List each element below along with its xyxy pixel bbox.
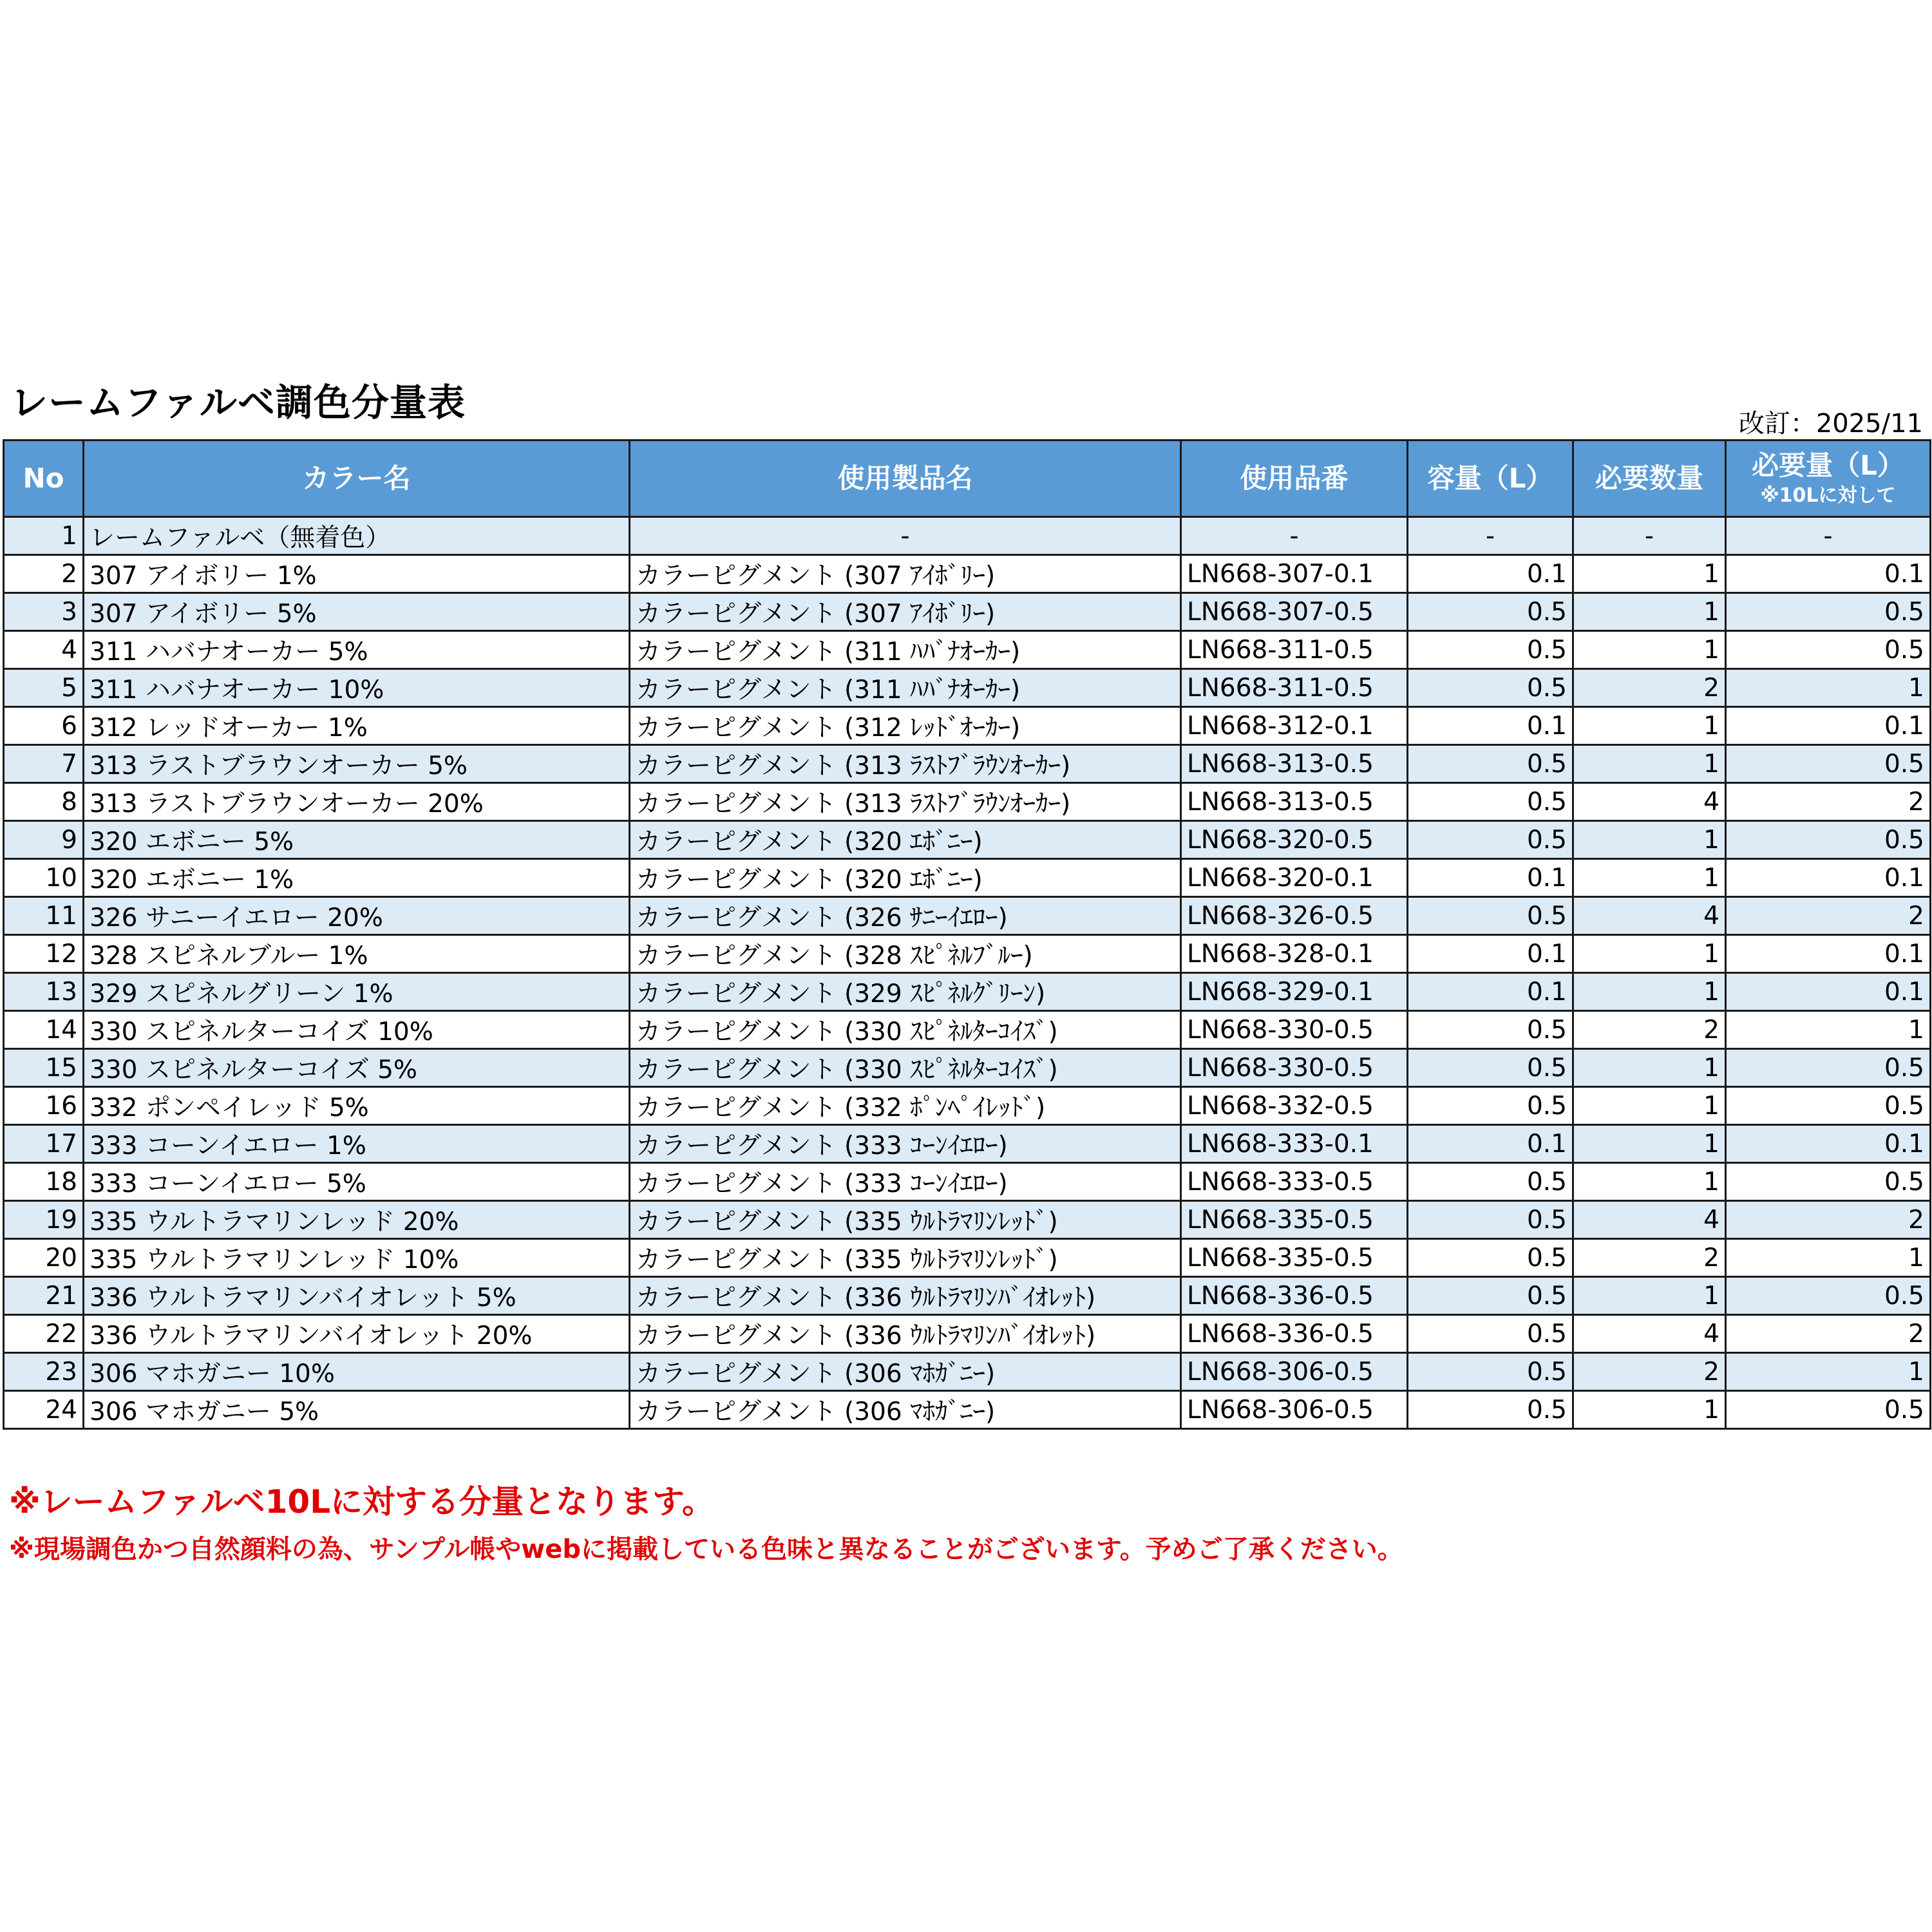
cell-color-name: 313 ラストブラウンオーカー 20% bbox=[84, 783, 630, 821]
cell-product-name: カラーピグメント (307 ｱｲﾎﾞﾘｰ) bbox=[630, 593, 1181, 631]
cell-color-name: 335 ウルトラマリンレッド 10% bbox=[84, 1239, 630, 1277]
cell-required-amount: 2 bbox=[1726, 1315, 1931, 1353]
cell-no: 23 bbox=[4, 1353, 84, 1391]
cell-capacity: 0.1 bbox=[1408, 973, 1573, 1011]
color-mix-table bbox=[3, 439, 1931, 1430]
cell-product-code: LN668-332-0.5 bbox=[1181, 1087, 1408, 1125]
cell-capacity: 0.5 bbox=[1408, 1315, 1573, 1353]
revision-date: 改訂：2025/11 bbox=[1738, 409, 1923, 439]
table-row bbox=[4, 593, 1931, 631]
cell-no: 3 bbox=[4, 593, 84, 631]
cell-color-name: 336 ウルトラマリンバイオレット 5% bbox=[84, 1277, 630, 1315]
table-row bbox=[4, 973, 1931, 1011]
cell-required-amount: 0.5 bbox=[1726, 1277, 1931, 1315]
cell-required-qty: 1 bbox=[1573, 1125, 1726, 1163]
cell-product-name: カラーピグメント (320 ｴﾎﾞﾆｰ) bbox=[630, 821, 1181, 859]
cell-product-code: LN668-326-0.5 bbox=[1181, 897, 1408, 935]
cell-color-name: 307 アイボリー 1% bbox=[84, 555, 630, 593]
cell-color-name: 330 スピネルターコイズ 10% bbox=[84, 1011, 630, 1049]
cell-required-amount: 0.5 bbox=[1726, 1163, 1931, 1201]
cell-required-amount: 1 bbox=[1726, 669, 1931, 707]
cell-color-name: 326 サニーイエロー 20% bbox=[84, 897, 630, 935]
cell-capacity: 0.1 bbox=[1408, 1125, 1573, 1163]
cell-product-code: LN668-306-0.5 bbox=[1181, 1353, 1408, 1391]
cell-required-amount: 0.5 bbox=[1726, 821, 1931, 859]
header-no: No bbox=[4, 440, 84, 517]
cell-required-qty: 1 bbox=[1573, 1163, 1726, 1201]
cell-no: 24 bbox=[4, 1391, 84, 1429]
cell-color-name: 313 ラストブラウンオーカー 5% bbox=[84, 745, 630, 783]
cell-color-name: 332 ポンペイレッド 5% bbox=[84, 1087, 630, 1125]
cell-required-amount: 1 bbox=[1726, 1239, 1931, 1277]
cell-required-qty: 1 bbox=[1573, 745, 1726, 783]
cell-required-amount: 1 bbox=[1726, 1011, 1931, 1049]
cell-no: 7 bbox=[4, 745, 84, 783]
cell-required-amount: 0.1 bbox=[1726, 973, 1931, 1011]
header-required-amount-label: 必要量（L） bbox=[1752, 450, 1904, 482]
cell-capacity: 0.5 bbox=[1408, 593, 1573, 631]
table-row bbox=[4, 821, 1931, 859]
cell-no: 13 bbox=[4, 973, 84, 1011]
cell-product-code: LN668-307-0.1 bbox=[1181, 555, 1408, 593]
cell-no: 9 bbox=[4, 821, 84, 859]
cell-capacity: - bbox=[1408, 517, 1573, 555]
cell-required-qty: 2 bbox=[1573, 669, 1726, 707]
cell-product-code: LN668-330-0.5 bbox=[1181, 1049, 1408, 1087]
cell-color-name: 311 ハバナオーカー 10% bbox=[84, 669, 630, 707]
cell-required-qty: 2 bbox=[1573, 1011, 1726, 1049]
cell-required-amount: 0.1 bbox=[1726, 555, 1931, 593]
cell-color-name: 336 ウルトラマリンバイオレット 20% bbox=[84, 1315, 630, 1353]
header-required-qty: 必要数量 bbox=[1573, 440, 1726, 517]
table-row bbox=[4, 1277, 1931, 1315]
cell-no: 5 bbox=[4, 669, 84, 707]
cell-color-name: レームファルベ（無着色） bbox=[84, 517, 630, 555]
cell-capacity: 0.5 bbox=[1408, 1049, 1573, 1087]
cell-capacity: 0.5 bbox=[1408, 821, 1573, 859]
cell-color-name: 311 ハバナオーカー 5% bbox=[84, 631, 630, 669]
cell-required-qty: 1 bbox=[1573, 631, 1726, 669]
cell-required-qty: - bbox=[1573, 517, 1726, 555]
table-row bbox=[4, 631, 1931, 669]
cell-no: 4 bbox=[4, 631, 84, 669]
table-header-row bbox=[4, 440, 1931, 517]
cell-capacity: 0.1 bbox=[1408, 859, 1573, 897]
table-row bbox=[4, 1201, 1931, 1239]
cell-product-name: カラーピグメント (320 ｴﾎﾞﾆｰ) bbox=[630, 859, 1181, 897]
cell-required-qty: 4 bbox=[1573, 1201, 1726, 1239]
cell-capacity: 0.5 bbox=[1408, 1201, 1573, 1239]
cell-product-code: LN668-335-0.5 bbox=[1181, 1201, 1408, 1239]
cell-product-code: LN668-335-0.5 bbox=[1181, 1239, 1408, 1277]
cell-product-code: LN668-313-0.5 bbox=[1181, 745, 1408, 783]
cell-product-code: LN668-307-0.5 bbox=[1181, 593, 1408, 631]
header-product-name: 使用製品名 bbox=[630, 440, 1181, 517]
cell-capacity: 0.5 bbox=[1408, 783, 1573, 821]
header-capacity: 容量（L） bbox=[1408, 440, 1573, 517]
page-title: レームファルベ調色分量表 bbox=[10, 381, 466, 424]
note-quantity-basis: ※レームファルベ10Lに対する分量となります。 bbox=[9, 1483, 715, 1520]
cell-color-name: 333 コーンイエロー 5% bbox=[84, 1163, 630, 1201]
table-row bbox=[4, 517, 1931, 555]
cell-product-code: LN668-336-0.5 bbox=[1181, 1277, 1408, 1315]
header-color-name: カラー名 bbox=[84, 440, 630, 517]
cell-required-amount: 0.5 bbox=[1726, 1049, 1931, 1087]
cell-no: 18 bbox=[4, 1163, 84, 1201]
cell-product-code: LN668-311-0.5 bbox=[1181, 669, 1408, 707]
cell-capacity: 0.5 bbox=[1408, 745, 1573, 783]
cell-product-name: カラーピグメント (313 ﾗｽﾄﾌﾞﾗｳﾝｵｰｶｰ) bbox=[630, 783, 1181, 821]
cell-required-qty: 2 bbox=[1573, 1239, 1726, 1277]
cell-capacity: 0.1 bbox=[1408, 935, 1573, 973]
table-row bbox=[4, 707, 1931, 745]
header-required-amount bbox=[1726, 440, 1931, 517]
cell-required-qty: 1 bbox=[1573, 707, 1726, 745]
table-row bbox=[4, 935, 1931, 973]
cell-color-name: 329 スピネルグリーン 1% bbox=[84, 973, 630, 1011]
cell-required-amount: 0.1 bbox=[1726, 707, 1931, 745]
cell-required-qty: 1 bbox=[1573, 935, 1726, 973]
cell-product-code: LN668-311-0.5 bbox=[1181, 631, 1408, 669]
table-row bbox=[4, 1049, 1931, 1087]
cell-product-name: カラーピグメント (328 ｽﾋﾟﾈﾙﾌﾞﾙｰ) bbox=[630, 935, 1181, 973]
header-required-amount-sub: ※10Lに対して bbox=[1760, 484, 1896, 507]
cell-product-name: カラーピグメント (335 ｳﾙﾄﾗﾏﾘﾝﾚｯﾄﾞ) bbox=[630, 1239, 1181, 1277]
cell-required-qty: 4 bbox=[1573, 783, 1726, 821]
cell-color-name: 312 レッドオーカー 1% bbox=[84, 707, 630, 745]
cell-product-name: カラーピグメント (306 ﾏﾎｶﾞﾆｰ) bbox=[630, 1391, 1181, 1429]
table-row bbox=[4, 1011, 1931, 1049]
cell-no: 11 bbox=[4, 897, 84, 935]
cell-no: 14 bbox=[4, 1011, 84, 1049]
cell-product-name: カラーピグメント (329 ｽﾋﾟﾈﾙｸﾞﾘｰﾝ) bbox=[630, 973, 1181, 1011]
cell-product-code: LN668-320-0.1 bbox=[1181, 859, 1408, 897]
cell-color-name: 335 ウルトラマリンレッド 20% bbox=[84, 1201, 630, 1239]
note-color-disclaimer: ※現場調色かつ自然顔料の為、サンプル帳やwebに掲載している色味と異なることがございます。予めご了承ください。 bbox=[9, 1535, 1403, 1564]
cell-no: 8 bbox=[4, 783, 84, 821]
cell-required-amount: 0.5 bbox=[1726, 631, 1931, 669]
cell-required-amount: 0.1 bbox=[1726, 859, 1931, 897]
cell-product-code: LN668-312-0.1 bbox=[1181, 707, 1408, 745]
table-row bbox=[4, 1315, 1931, 1353]
cell-required-qty: 1 bbox=[1573, 1087, 1726, 1125]
cell-required-qty: 1 bbox=[1573, 593, 1726, 631]
cell-capacity: 0.5 bbox=[1408, 1087, 1573, 1125]
table-row bbox=[4, 1087, 1931, 1125]
cell-color-name: 320 エボニー 5% bbox=[84, 821, 630, 859]
table-row bbox=[4, 1353, 1931, 1391]
cell-capacity: 0.5 bbox=[1408, 897, 1573, 935]
cell-product-name: カラーピグメント (311 ﾊﾊﾞﾅｵｰｶｰ) bbox=[630, 669, 1181, 707]
cell-product-name: カラーピグメント (312 ﾚｯﾄﾞｵｰｶｰ) bbox=[630, 707, 1181, 745]
cell-capacity: 0.5 bbox=[1408, 1391, 1573, 1429]
cell-no: 10 bbox=[4, 859, 84, 897]
table-row bbox=[4, 783, 1931, 821]
cell-color-name: 307 アイボリー 5% bbox=[84, 593, 630, 631]
cell-required-qty: 4 bbox=[1573, 1315, 1726, 1353]
cell-product-name: カラーピグメント (313 ﾗｽﾄﾌﾞﾗｳﾝｵｰｶｰ) bbox=[630, 745, 1181, 783]
cell-required-amount: 0.5 bbox=[1726, 593, 1931, 631]
cell-required-amount: 0.5 bbox=[1726, 745, 1931, 783]
cell-required-qty: 1 bbox=[1573, 859, 1726, 897]
cell-product-name: カラーピグメント (311 ﾊﾊﾞﾅｵｰｶｰ) bbox=[630, 631, 1181, 669]
table-row bbox=[4, 1239, 1931, 1277]
cell-capacity: 0.5 bbox=[1408, 1277, 1573, 1315]
cell-color-name: 306 マホガニー 5% bbox=[84, 1391, 630, 1429]
cell-required-amount: 0.5 bbox=[1726, 1391, 1931, 1429]
cell-color-name: 306 マホガニー 10% bbox=[84, 1353, 630, 1391]
cell-no: 19 bbox=[4, 1201, 84, 1239]
cell-product-name: カラーピグメント (330 ｽﾋﾟﾈﾙﾀｰｺｲｽﾞ) bbox=[630, 1049, 1181, 1087]
cell-required-qty: 1 bbox=[1573, 1049, 1726, 1087]
cell-capacity: 0.1 bbox=[1408, 555, 1573, 593]
cell-product-code: LN668-329-0.1 bbox=[1181, 973, 1408, 1011]
cell-product-name: カラーピグメント (336 ｳﾙﾄﾗﾏﾘﾝﾊﾞｲｵﾚｯﾄ) bbox=[630, 1315, 1181, 1353]
cell-product-code: LN668-306-0.5 bbox=[1181, 1391, 1408, 1429]
table-row bbox=[4, 1391, 1931, 1429]
cell-required-amount: 2 bbox=[1726, 1201, 1931, 1239]
cell-no: 21 bbox=[4, 1277, 84, 1315]
table-row bbox=[4, 1163, 1931, 1201]
cell-required-qty: 1 bbox=[1573, 1277, 1726, 1315]
table-row bbox=[4, 745, 1931, 783]
cell-no: 16 bbox=[4, 1087, 84, 1125]
cell-required-amount: 0.1 bbox=[1726, 1125, 1931, 1163]
cell-product-code: LN668-313-0.5 bbox=[1181, 783, 1408, 821]
cell-product-code: LN668-333-0.5 bbox=[1181, 1163, 1408, 1201]
cell-color-name: 330 スピネルターコイズ 5% bbox=[84, 1049, 630, 1087]
cell-no: 15 bbox=[4, 1049, 84, 1087]
cell-product-name: カラーピグメント (333 ｺｰﾝｲｴﾛｰ) bbox=[630, 1163, 1181, 1201]
table-row bbox=[4, 555, 1931, 593]
cell-required-qty: 1 bbox=[1573, 1391, 1726, 1429]
cell-required-amount: 2 bbox=[1726, 897, 1931, 935]
cell-product-name: カラーピグメント (336 ｳﾙﾄﾗﾏﾘﾝﾊﾞｲｵﾚｯﾄ) bbox=[630, 1277, 1181, 1315]
table-row bbox=[4, 669, 1931, 707]
cell-product-name: カラーピグメント (326 ｻﾆｰｲｴﾛｰ) bbox=[630, 897, 1181, 935]
table-body bbox=[4, 517, 1931, 1429]
cell-product-name: カラーピグメント (333 ｺｰﾝｲｴﾛｰ) bbox=[630, 1125, 1181, 1163]
cell-capacity: 0.1 bbox=[1408, 707, 1573, 745]
cell-no: 6 bbox=[4, 707, 84, 745]
cell-capacity: 0.5 bbox=[1408, 1353, 1573, 1391]
cell-required-qty: 2 bbox=[1573, 1353, 1726, 1391]
cell-color-name: 328 スピネルブルー 1% bbox=[84, 935, 630, 973]
cell-required-amount: 1 bbox=[1726, 1353, 1931, 1391]
cell-required-qty: 1 bbox=[1573, 821, 1726, 859]
cell-product-name: カラーピグメント (332 ﾎﾟﾝﾍﾟｲﾚｯﾄﾞ) bbox=[630, 1087, 1181, 1125]
cell-product-name: カラーピグメント (306 ﾏﾎｶﾞﾆｰ) bbox=[630, 1353, 1181, 1391]
cell-product-code: - bbox=[1181, 517, 1408, 555]
cell-required-amount: 0.5 bbox=[1726, 1087, 1931, 1125]
cell-no: 17 bbox=[4, 1125, 84, 1163]
cell-capacity: 0.5 bbox=[1408, 1011, 1573, 1049]
cell-required-amount: - bbox=[1726, 517, 1931, 555]
header-product-code: 使用品番 bbox=[1181, 440, 1408, 517]
cell-product-name: カラーピグメント (335 ｳﾙﾄﾗﾏﾘﾝﾚｯﾄﾞ) bbox=[630, 1201, 1181, 1239]
cell-product-name: - bbox=[630, 517, 1181, 555]
cell-capacity: 0.5 bbox=[1408, 631, 1573, 669]
cell-no: 1 bbox=[4, 517, 84, 555]
cell-capacity: 0.5 bbox=[1408, 669, 1573, 707]
cell-required-amount: 2 bbox=[1726, 783, 1931, 821]
cell-no: 2 bbox=[4, 555, 84, 593]
table-row bbox=[4, 1125, 1931, 1163]
cell-product-code: LN668-330-0.5 bbox=[1181, 1011, 1408, 1049]
cell-product-code: LN668-320-0.5 bbox=[1181, 821, 1408, 859]
cell-product-name: カラーピグメント (307 ｱｲﾎﾞﾘｰ) bbox=[630, 555, 1181, 593]
cell-no: 22 bbox=[4, 1315, 84, 1353]
cell-capacity: 0.5 bbox=[1408, 1163, 1573, 1201]
table-row bbox=[4, 859, 1931, 897]
cell-product-code: LN668-328-0.1 bbox=[1181, 935, 1408, 973]
cell-required-qty: 1 bbox=[1573, 555, 1726, 593]
table-row bbox=[4, 897, 1931, 935]
cell-product-code: LN668-336-0.5 bbox=[1181, 1315, 1408, 1353]
cell-product-code: LN668-333-0.1 bbox=[1181, 1125, 1408, 1163]
cell-capacity: 0.5 bbox=[1408, 1239, 1573, 1277]
cell-color-name: 333 コーンイエロー 1% bbox=[84, 1125, 630, 1163]
cell-no: 12 bbox=[4, 935, 84, 973]
cell-color-name: 320 エボニー 1% bbox=[84, 859, 630, 897]
cell-product-name: カラーピグメント (330 ｽﾋﾟﾈﾙﾀｰｺｲｽﾞ) bbox=[630, 1011, 1181, 1049]
cell-no: 20 bbox=[4, 1239, 84, 1277]
cell-required-qty: 4 bbox=[1573, 897, 1726, 935]
cell-required-amount: 0.1 bbox=[1726, 935, 1931, 973]
cell-required-qty: 1 bbox=[1573, 973, 1726, 1011]
